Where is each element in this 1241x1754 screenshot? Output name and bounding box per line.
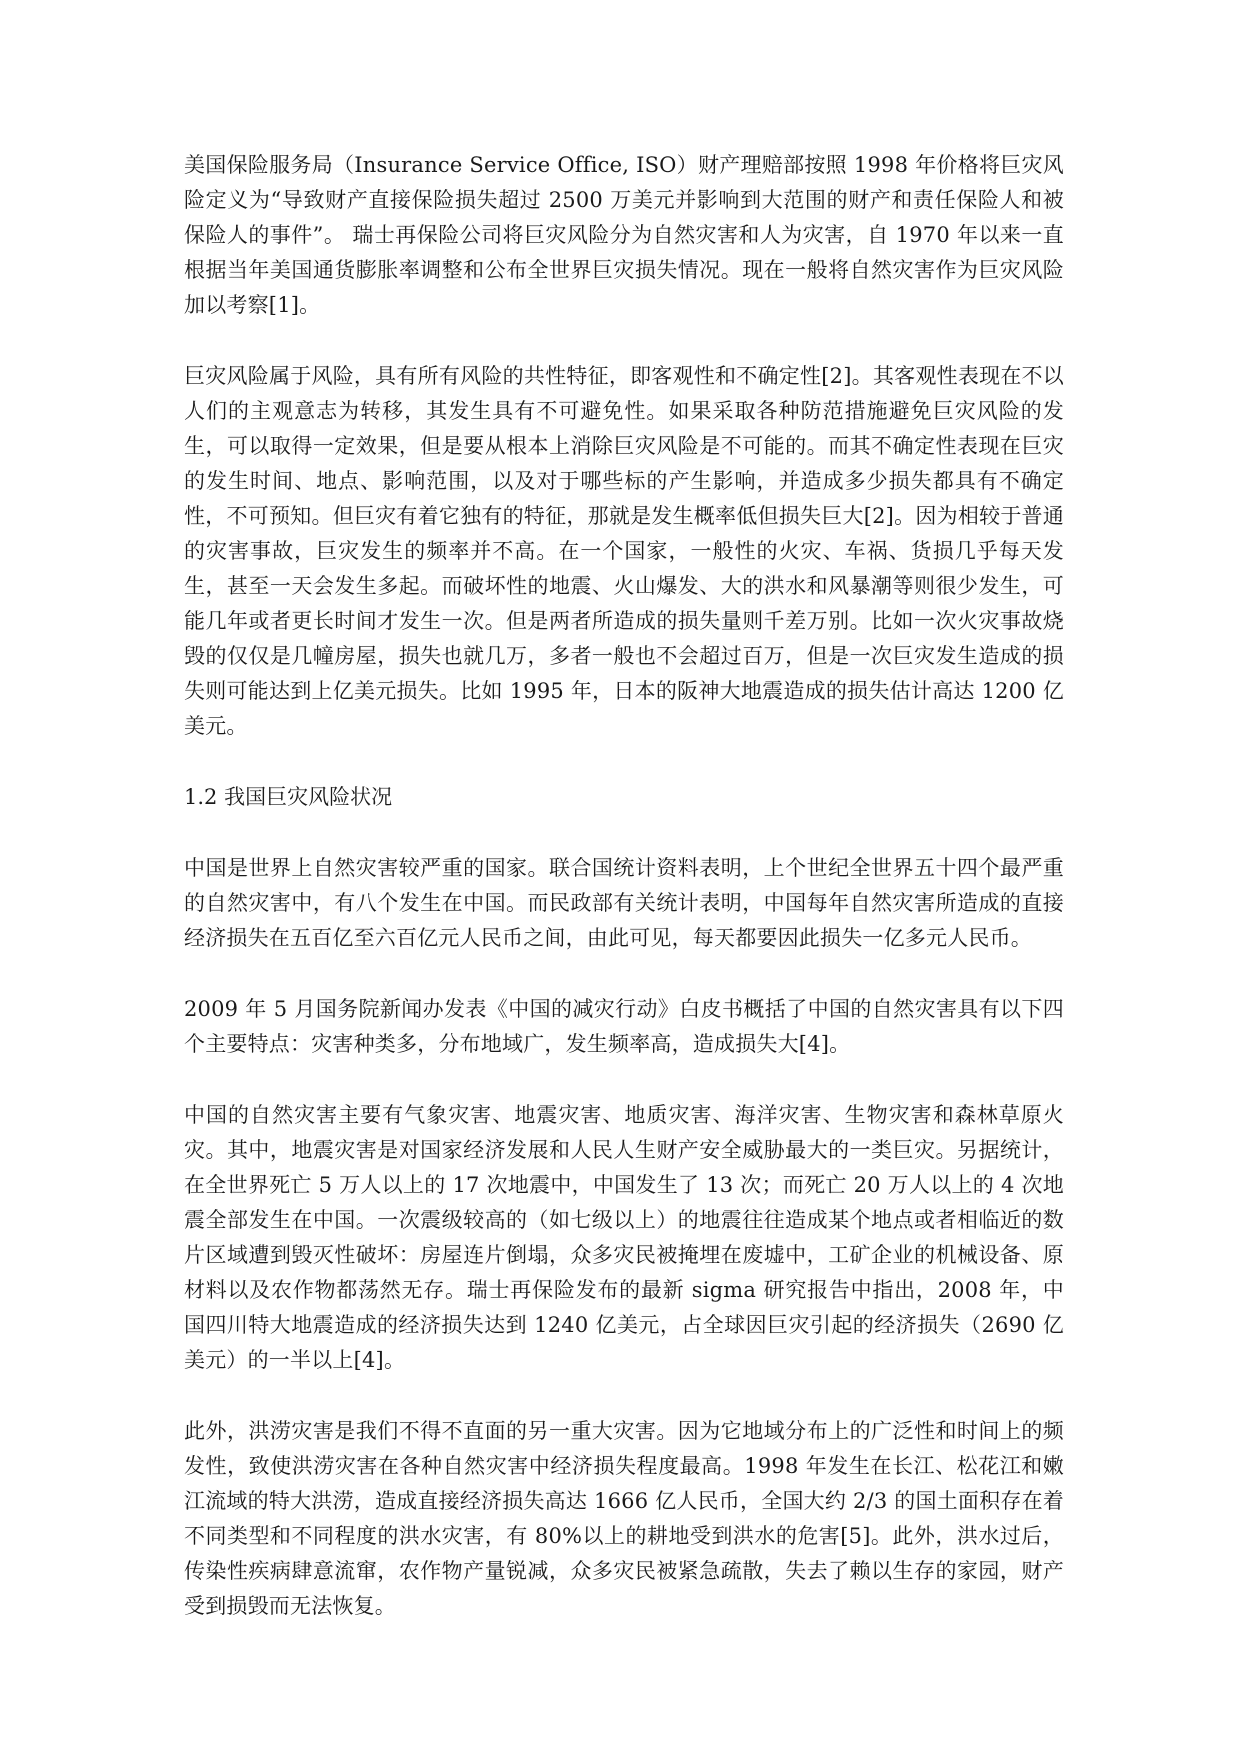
paragraph-spacer bbox=[184, 323, 1064, 359]
paragraph-spacer bbox=[184, 1378, 1064, 1414]
document-body bbox=[184, 148, 1064, 1624]
paragraph-catastrophe-definition: 美国保险服务局（Insurance Service Office, ISO）财产理赔部按照 1998 年价格将巨灾风险定义为“导致财产直接保险损失超过 2500 万美元并影响到大范围的财产和责任保险人和被保险人的事件”。 瑞士再保险公司将巨灾风险分为自然灾害和人为灾害，自 1970 年以来一直根据当年美国通货膨胀率调整和公布全世界巨灾损失情况。现在一般将自然灾害作为巨灾风险加以考察[1]。 bbox=[184, 153, 1064, 317]
paragraph-catastrophe-characteristics: 巨灾风险属于风险，具有所有风险的共性特征，即客观性和不确定性[2]。其客观性表现在不以人们的主观意志为转移，其发生具有不可避免性。如果采取各种防范措施避免巨灾风险的发生，可以取得一定效果，但是要从根本上消除巨灾风险是不可能的。而其不确定性表现在巨灾的发生时间、地点、影响范围，以及对于哪些标的产生影响，并造成多少损失都具有不确定性，不可预知。但巨灾有着它独有的特征，那就是发生概率低但损失巨大[2]。因为相较于普通的灾害事故，巨灾发生的频率并不高。在一个国家，一般性的火灾、车祸、货损几乎每天发生，甚至一天会发生多起。而破坏性的地震、火山爆发、大的洪水和风暴潮等则很少发生，可能几年或者更长时间才发生一次。但是两者所造成的损失量则千差万别。比如一次火灾事故烧毁的仅仅是几幢房屋，损失也就几万，多者一般也不会超过百万，但是一次巨灾发生造成的损失则可能达到上亿美元损失。比如 1995 年，日本的阪神大地震造成的损失估计高达 1200 亿美元。 bbox=[184, 364, 1064, 738]
paragraph-spacer bbox=[184, 744, 1064, 780]
paragraph-spacer bbox=[184, 956, 1064, 992]
section-heading: 1.2 我国巨灾风险状况 bbox=[184, 785, 393, 809]
paragraph-spacer bbox=[184, 815, 1064, 851]
paragraph-earthquake-disasters: 中国的自然灾害主要有气象灾害、地震灾害、地质灾害、海洋灾害、生物灾害和森林草原火灾。其中，地震灾害是对国家经济发展和人民人生财产安全威胁最大的一类巨灾。另据统计，在全世界死亡 5 万人以上的 17 次地震中，中国发生了 13 次；而死亡 20 万人以上的 4 次地震全部发生在中国。一次震级较高的（如七级以上）的地震往往造成某个地点或者相临近的数片区域遭到毁灭性破坏：房屋连片倒塌，众多灾民被掩埋在废墟中，工矿企业的机械设备、原材料以及农作物都荡然无存。瑞士再保险发布的最新 sigma 研究报告中指出，2008 年，中国四川特大地震造成的经济损失达到 1240 亿美元，占全球因巨灾引起的经济损失（2690 亿美元）的一半以上[4]。 bbox=[184, 1103, 1064, 1372]
paragraph-white-paper: 2009 年 5 月国务院新闻办发表《中国的减灾行动》白皮书概括了中国的自然灾害具有以下四个主要特点：灾害种类多，分布地域广，发生频率高，造成损失大[4]。 bbox=[184, 997, 1064, 1056]
paragraph-flood-disasters: 此外，洪涝灾害是我们不得不直面的另一重大灾害。因为它地域分布上的广泛性和时间上的频发性，致使洪涝灾害在各种自然灾害中经济损失程度最高。1998 年发生在长江、松花江和嫩江流域的特大洪涝，造成直接经济损失高达 1666 亿人民币，全国大约 2/3 的国土面积存在着不同类型和不同程度的洪水灾害，有 80%以上的耕地受到洪水的危害[5]。此外，洪水过后，传染性疾病肆意流窜，农作物产量锐减，众多灾民被紧急疏散，失去了赖以生存的家园，财产受到损毁而无法恢复。 bbox=[184, 1419, 1064, 1618]
paragraph-spacer bbox=[184, 1062, 1064, 1098]
paragraph-china-overview: 中国是世界上自然灾害较严重的国家。联合国统计资料表明，上个世纪全世界五十四个最严重的自然灾害中，有八个发生在中国。而民政部有关统计表明，中国每年自然灾害所造成的直接经济损失在五百亿至六百亿元人民币之间，由此可见，每天都要因此损失一亿多元人民币。 bbox=[184, 856, 1064, 950]
